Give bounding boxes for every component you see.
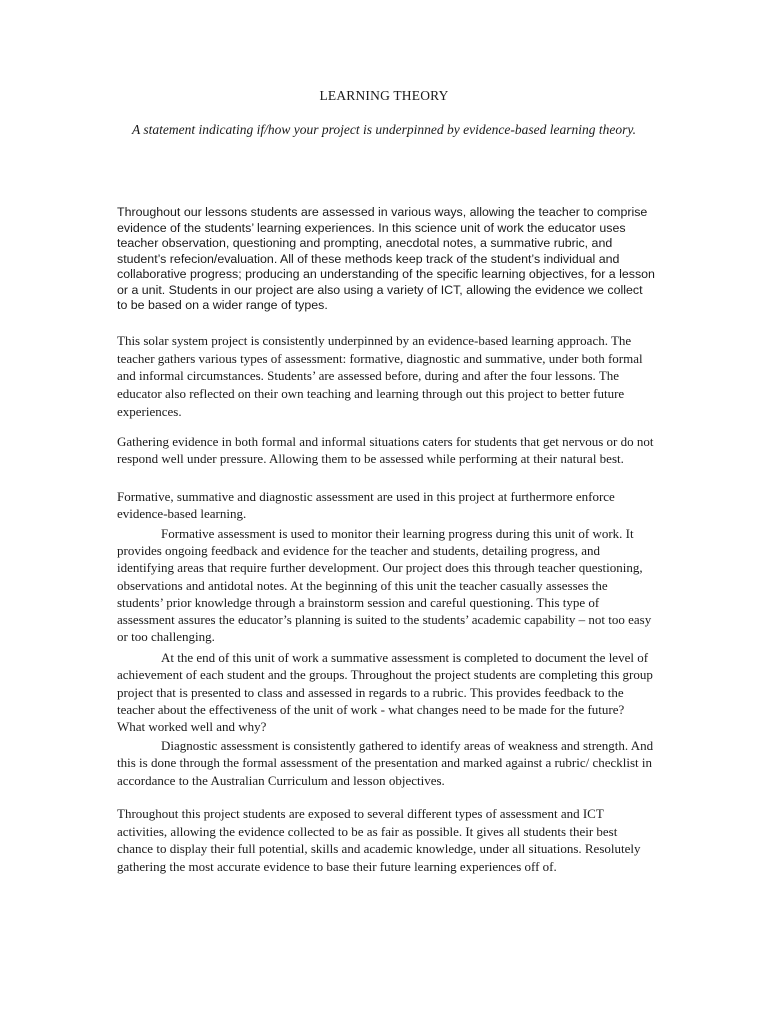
page-title: LEARNING THEORY: [319, 88, 449, 103]
paragraph-formative: Formative assessment is used to monitor their learning progress during this unit of work. It provides ongoing feedback and evidence for the teacher and students, detailing progress, and identifying areas that require further development. Our project does this through teacher questioning, observations and antidotal notes. At the beginning of this unit the teacher casually assesses the students’ prior knowledge through a brainstorm session and careful questioning. This type of assessment assures the educator’s planning is suited to the students’ academic capability – not too easy or too challenging.: [117, 526, 652, 645]
paragraph-assessment-overview: Throughout our lessons students are assessed in various ways, allowing the teacher to comprise evidence of the students’ learning experiences. In this science unit of work the educator uses teacher observation, questioning and prompting, anecdotal notes, a summative rubric, and student’s refecion/evaluation. All of these methods keep track of the student’s individual and collaborative progress; producing an understanding of the specific learning objectives, for a lesson or a unit. Students in our project are also using a variety of ICT, allowing the evidence we collect to be based on a wider range of types.: [117, 205, 655, 312]
paragraph-summative: At the end of this unit of work a summative assessment is completed to document the level of achievement of each student and the groups. Throughout the project students are completing this group project that is presented to class and assessed in regards to a rubric. This provides feedback to the teacher about the effectiveness of the unit of work - what changes need to be made for the future? What worked well and why?: [117, 650, 653, 735]
page-subtitle: A statement indicating if/how your project is underpinned by evidence-based learning theory.: [132, 122, 636, 137]
paragraph-conclusion: Throughout this project students are exposed to several different types of assessment and ICT activities, allowing the evidence collected to be as fair as possible. It gives all students their best chance to display their full potential, skills and academic knowledge, under all situations. Resolutely gathering the most accurate evidence to base their future learning experiences off of.: [117, 806, 641, 874]
paragraph-evidence-based-approach: This solar system project is consistently underpinned by an evidence-based learning approach. The teacher gathers various types of assessment: formative, diagnostic and summative, under both formal and informal circumstances. Students’ are assessed before, during and after the four lessons. The educator also reflected on their own teaching and learning through out this project to better future experiences.: [117, 333, 643, 419]
paragraph-assessment-types: Formative, summative and diagnostic assessment are used in this project at furthermore enforce evidence-based learning.: [117, 489, 615, 521]
paragraph-diagnostic: Diagnostic assessment is consistently gathered to identify areas of weakness and strength. And this is done through the formal assessment of the presentation and marked against a rubric/ checklist in accordance to the Australian Curriculum and lesson objectives.: [117, 738, 654, 788]
paragraph-formal-informal: Gathering evidence in both formal and informal situations caters for students that get nervous or do not respond well under pressure. Allowing them to be assessed while performing at their natural best.: [117, 434, 654, 466]
